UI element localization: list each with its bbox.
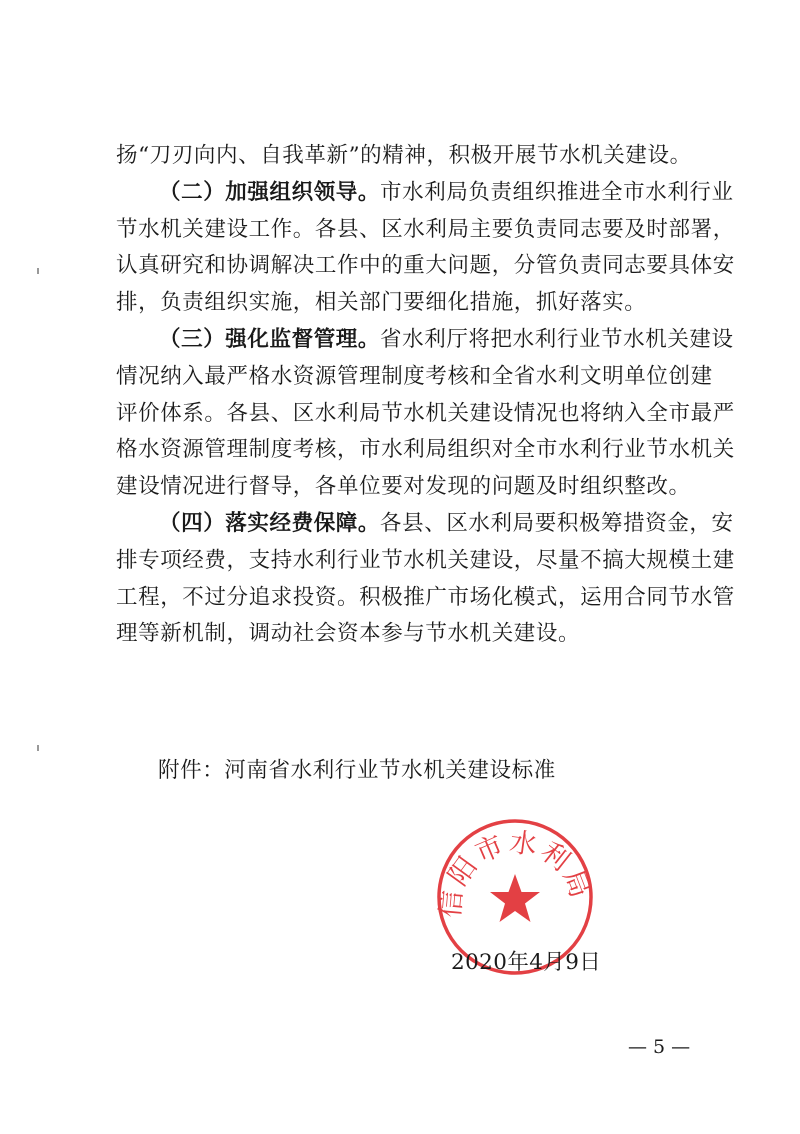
text-span: 市水利局负责组织推进全市水利行业 [380,179,734,205]
section-heading: （四）落实经费保障。 [159,510,381,536]
text-span: 省水利厅将把水利行业节水机关建设 [380,326,734,352]
section-heading: （三）强化监督管理。 [159,326,381,352]
text-line: 评价体系。各县、区水利局节水机关建设情况也将纳入全市最严 [116,400,735,426]
page-number: — 5 — [628,1036,691,1058]
text-line: 排，负责组织实施，相关部门要细化措施，抓好落实。 [116,290,647,316]
text-line: 节水机关建设工作。各县、区水利局主要负责同志要及时部署， [116,216,735,242]
document-body [116,138,735,653]
text-line [116,506,734,543]
attachment-line: 附件：河南省水利行业节水机关建设标准 [158,758,556,783]
text-line: 情况纳入最严格水资源管理制度考核和全省水利文明单位创建 [116,363,713,389]
text-line: 排专项经费，支持水利行业节水机关建设，尽量不搞大规模土建 [116,547,735,573]
text-line [116,175,734,212]
text-line: 格水资源管理制度考核，市水利局组织对全市水利行业节水机关 [116,437,735,463]
text-line: 工程，不过分追求投资。积极推广市场化模式，运用合同节水管 [116,584,735,610]
section-heading: （二）加强组织领导。 [159,179,381,205]
text-line [116,322,734,359]
seal-arc-textpath: 信阳市水利局 [435,827,596,919]
text-line: 建设情况进行督导，各单位要对发现的问题及时组织整改。 [116,474,691,500]
text-line: 认真研究和协调解决工作中的重大问题，分管负责同志要具体安 [116,253,735,279]
scan-mark [37,745,39,751]
text-line: 理等新机制，调动社会资本参与节水机关建设。 [116,621,581,647]
seal-star-icon [490,874,540,922]
text-line: 扬“刀刃向内、自我革新”的精神，积极开展节水机关建设。 [116,143,692,168]
text-span: 各县、区水利局要积极筹措资金，安 [380,510,734,536]
document-date: 2020年4月9日 [451,950,602,975]
scan-mark [37,268,39,274]
